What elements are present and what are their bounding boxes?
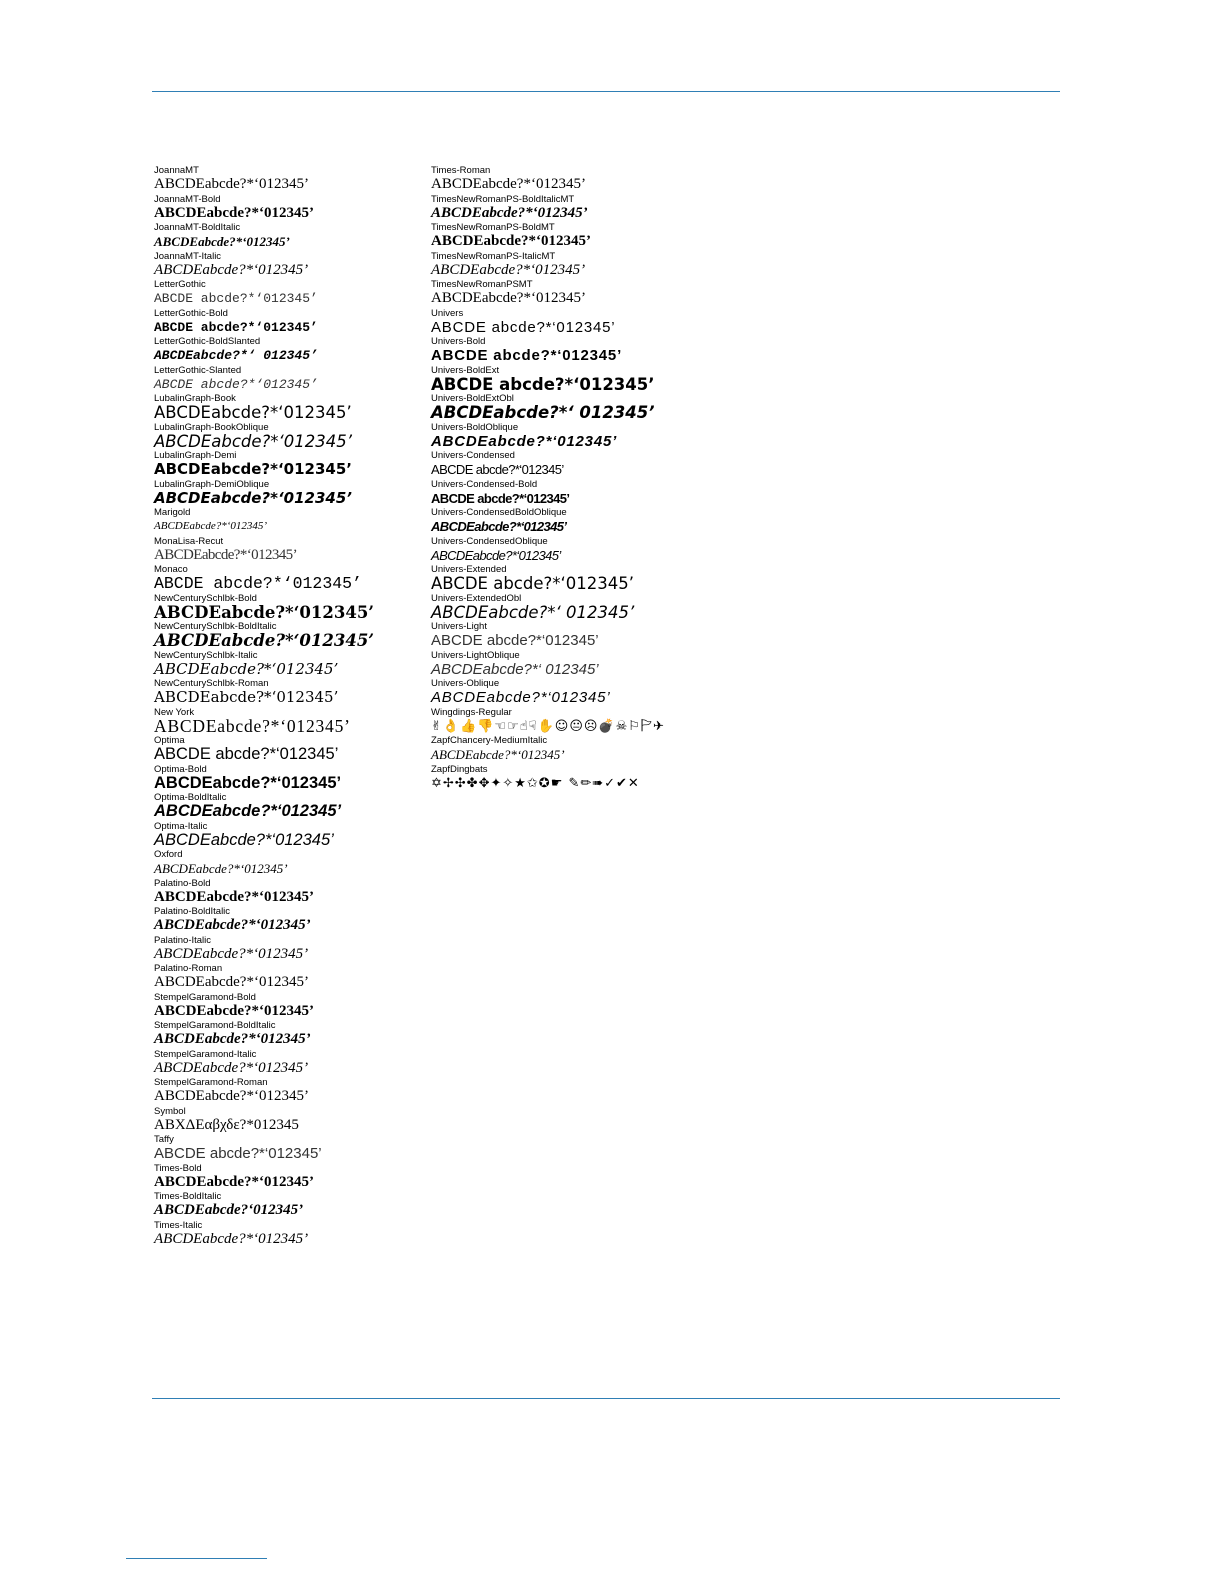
font-sample: ABCDEabcde?*‘012345’ (154, 1059, 309, 1076)
font-name: StempelGaramond-Italic (154, 1048, 257, 1060)
font-entry (154, 735, 414, 764)
font-sample: ABCDEabcde?*‘012345’ (154, 1002, 314, 1019)
font-sample: ABCDEabcde?*‘ 012345’ (431, 602, 635, 622)
font-name: TimesNewRomanPS-BoldMT (431, 222, 555, 233)
font-sample: ABCDE abcde?*‘012345’ (154, 376, 318, 392)
font-entry (154, 1134, 414, 1163)
font-sample: ABCDEabcde?*‘012345’ (431, 547, 561, 563)
font-sample: ABCDE abcde?*‘012345’ (154, 291, 318, 306)
font-sample: ABCDEabcde?*‘012345’ (154, 974, 309, 990)
font-sample: ABCDE abcde?*‘012345’ (154, 745, 339, 763)
font-entry (154, 963, 414, 992)
font-entry (154, 992, 414, 1021)
font-entry (154, 935, 414, 964)
font-entry (431, 336, 731, 365)
font-entry (431, 678, 731, 707)
font-sample: ABCDEabcde?*‘012345’ (154, 773, 342, 792)
font-name: Univers-BoldExt (431, 364, 500, 376)
font-sample: ABCDEabcde?*‘012345’ (154, 688, 339, 706)
font-name: JoannaMT (154, 165, 199, 176)
font-name: Times-BoldItalic (154, 1191, 222, 1202)
font-entry (154, 479, 414, 508)
font-entry (154, 707, 414, 736)
font-sample: ABCDEabcde?*‘012345’ (154, 176, 309, 192)
font-sample: ABCDEabcde?*‘012345’ (154, 861, 288, 876)
font-sample: ABCDE abcde?*‘012345’ (154, 1145, 322, 1162)
font-sample: ABCDEabcde?*‘012345’ (154, 403, 352, 422)
font-entry (431, 194, 731, 223)
font-name: Optima-Bold (154, 763, 207, 775)
font-sample: ABCDEabcde?*‘012345’ (154, 715, 351, 736)
font-entry (431, 650, 731, 679)
font-sample: ABCDEabcde?*‘012345’ (154, 830, 334, 849)
font-entry (431, 536, 731, 565)
font-name: Univers-BoldOblique (431, 421, 519, 433)
font-sample: ABCDEabcde?*‘012345’ (431, 233, 591, 249)
font-sample: ABCDEabcde?*‘012345’ (431, 432, 618, 450)
font-sample: ABCDEabcde?*‘012345’ (154, 234, 290, 249)
font-name: JoannaMT-BoldItalic (154, 222, 241, 233)
font-entry (431, 365, 731, 394)
font-entry (431, 165, 731, 194)
font-sample: ABCDEabcde?*‘012345’ (154, 631, 375, 650)
font-name: Univers-Bold (431, 336, 486, 347)
font-entry (431, 308, 731, 337)
font-name: Times-Bold (154, 1162, 202, 1174)
font-name: Times-Roman (431, 165, 491, 176)
font-name: NewCenturySchlbk-Italic (154, 649, 258, 661)
font-sample: ABCDE abcde?*‘012345’ (431, 632, 599, 649)
font-sample: ✡✢✣✤✥✦✧★✩✪☛ ✎✏➠✓✔✕ (431, 775, 640, 791)
font-name: Optima-BoldItalic (154, 792, 227, 803)
font-entry (154, 365, 414, 394)
font-name: Univers-CondensedBoldOblique (431, 507, 567, 518)
font-sample: ABCDEabcde?‘012345’ (154, 1202, 304, 1218)
font-sample: ABCDE abcde?*‘012345’ (431, 490, 570, 506)
font-entry (154, 222, 414, 251)
font-sample: ABCDEabcde?*‘012345’ (154, 460, 352, 478)
font-sample: ABCDEabcde?*‘012345’ (431, 261, 586, 278)
font-name: Wingdings-Regular (431, 706, 512, 718)
font-entry (431, 251, 731, 280)
font-sample: ABCDEabcde?*‘ 012345’ (154, 348, 318, 363)
font-name: TimesNewRomanPS-ItalicMT (431, 250, 556, 262)
footer-rule (152, 1398, 1060, 1399)
font-name: Univers-Extended (431, 564, 507, 575)
font-entry (154, 906, 414, 935)
font-sample: ABCDEabcde?*‘012345’ (431, 519, 567, 534)
font-name: Symbol (154, 1105, 186, 1117)
font-name: StempelGaramond-BoldItalic (154, 1020, 276, 1031)
font-entry (154, 1163, 414, 1192)
font-entry (154, 393, 414, 422)
font-name: LetterGothic (154, 279, 206, 290)
font-sample: ABCDEabcde?*‘012345’ (154, 802, 342, 820)
font-entry (154, 279, 414, 308)
font-name: Univers (431, 307, 464, 319)
font-name: New York (154, 706, 195, 718)
font-entry (154, 336, 414, 365)
font-name: LubalinGraph-DemiOblique (154, 478, 270, 490)
font-name: Univers-Condensed (431, 450, 515, 461)
font-name: Univers-Condensed-Bold (431, 478, 538, 490)
font-name: Optima (154, 735, 185, 746)
font-sample: ABCDE abcde?*‘012345’ (431, 318, 616, 336)
font-name: StempelGaramond-Roman (154, 1077, 268, 1088)
font-entry (431, 593, 731, 622)
font-entry (154, 593, 414, 622)
font-name: LubalinGraph-BookOblique (154, 421, 269, 433)
font-entry (431, 621, 731, 650)
font-entry (154, 1049, 414, 1078)
font-name: Times-Italic (154, 1219, 203, 1231)
font-entry (154, 1191, 414, 1220)
font-name: NewCenturySchlbk-Bold (154, 592, 257, 604)
font-name: ZapfDingbats (431, 763, 488, 775)
font-name: NewCenturySchlbk-Roman (154, 678, 269, 689)
header-rule (152, 91, 1060, 92)
font-name: Marigold (154, 507, 191, 518)
font-sample: ABCDEabcde?*‘012345’ (154, 546, 297, 563)
font-entry (154, 194, 414, 223)
font-sample: ABCDE abcde?*‘012345’ (431, 462, 564, 477)
font-entry (154, 792, 414, 821)
font-name: NewCenturySchlbk-BoldItalic (154, 621, 277, 632)
font-entry (431, 735, 731, 764)
font-entry (154, 878, 414, 907)
font-entry (154, 1077, 414, 1106)
font-name: LetterGothic-Bold (154, 307, 228, 319)
font-entry (154, 1220, 414, 1249)
font-name: Univers-ExtendedObl (431, 592, 522, 604)
font-entry (154, 450, 414, 479)
font-name: StempelGaramond-Bold (154, 991, 256, 1003)
font-sample: ABCDEabcde?*‘012345’ (154, 888, 314, 905)
font-name: MonaLisa-Recut (154, 535, 224, 547)
font-name: Taffy (154, 1134, 174, 1145)
font-name: JoannaMT-Bold (154, 193, 221, 205)
font-name: ZapfChancery-MediumItalic (431, 735, 548, 746)
font-entry (431, 507, 731, 536)
font-sample: ABCDEabcde?*‘012345’ (431, 747, 565, 762)
font-entry (431, 222, 731, 251)
font-sample: ABCDEabcde?*‘012345’ (154, 431, 353, 451)
font-name: Optima-Italic (154, 820, 208, 832)
font-entry (154, 536, 414, 565)
font-list-right-column (431, 165, 731, 792)
font-entry (431, 422, 731, 451)
font-entry (154, 1106, 414, 1135)
font-entry (154, 621, 414, 650)
font-sample: ABCDEabcde?*‘012345’ (154, 945, 309, 962)
font-name: Univers-CondensedOblique (431, 535, 548, 547)
font-sample: ΑΒΧΔΕαβχδε?*012345 (154, 1116, 299, 1133)
font-entry (431, 707, 731, 736)
font-name: TimesNewRomanPSMT (431, 279, 533, 290)
font-entry (154, 821, 414, 850)
font-sample: ABCDEabcde?*‘012345’ (154, 1173, 314, 1190)
font-sample: ABCDEabcde?*‘012345’ (154, 261, 309, 278)
font-entry (154, 422, 414, 451)
font-name: Univers-LightOblique (431, 649, 520, 661)
font-sample: ABCDEabcde?*‘012345’ (154, 1230, 309, 1247)
font-sample: ABCDE abcde?*‘012345’ (431, 574, 634, 593)
font-entry (431, 564, 731, 593)
font-entry (431, 450, 731, 479)
font-entry (154, 764, 414, 793)
font-name: Palatino-Bold (154, 877, 211, 889)
font-name: Palatino-Roman (154, 963, 223, 974)
font-sample: ABCDEabcde?*‘012345’ (431, 689, 611, 706)
font-name: LetterGothic-BoldSlanted (154, 336, 261, 347)
font-sample: ABCDE abcde?*‘012345’ (154, 319, 318, 335)
font-entry (154, 251, 414, 280)
font-name: Univers-BoldExtObl (431, 393, 514, 404)
font-name: TimesNewRomanPS-BoldItalicMT (431, 193, 575, 205)
font-sample: ABCDEabcde?*‘012345’ (431, 204, 588, 221)
font-sample: ABCDEabcde?*‘ 012345’ (431, 403, 655, 422)
font-sample: ABCDE abcde?*‘012345’ (154, 574, 362, 593)
font-entry (154, 650, 414, 679)
font-entry (431, 393, 731, 422)
font-entry (431, 279, 731, 308)
font-name: LubalinGraph-Book (154, 393, 236, 404)
font-entry (154, 564, 414, 593)
font-sample: ABCDEabcde?*‘012345’ (154, 1031, 311, 1047)
font-sample: ABCDEabcde?*‘012345’ (154, 602, 375, 622)
font-sample: ABCDEabcde?*‘012345’ (154, 659, 339, 678)
font-sample: ABCDEabcde?*‘ 012345’ (431, 660, 599, 678)
font-name: Oxford (154, 849, 183, 860)
font-sample: ABCDEabcde?*‘012345’ (154, 1088, 309, 1104)
font-sample: ABCDEabcde?*‘012345’ (154, 204, 314, 221)
font-sample: ABCDEabcde?*‘012345’ (154, 520, 268, 532)
font-sample: ABCDEabcde?*‘012345’ (431, 290, 586, 306)
font-sample: ABCDE abcde?*‘012345’ (431, 374, 655, 394)
font-name: Univers-Light (431, 621, 487, 632)
font-name: Palatino-Italic (154, 934, 212, 946)
font-name: JoannaMT-Italic (154, 250, 222, 262)
font-entry (154, 849, 414, 878)
font-sample: ABCDEabcde?*‘012345’ (431, 176, 586, 192)
font-name: Univers-Oblique (431, 678, 500, 689)
page-footer-rule (126, 1558, 267, 1559)
font-entry (154, 678, 414, 707)
font-name: LetterGothic-Slanted (154, 364, 242, 376)
font-sample: ABCDEabcde?*‘012345’ (154, 917, 311, 933)
font-name: Palatino-BoldItalic (154, 906, 231, 917)
font-list-left-column (154, 165, 414, 1248)
font-entry (431, 479, 731, 508)
font-entry (154, 507, 414, 536)
font-entry (154, 308, 414, 337)
font-entry (154, 1020, 414, 1049)
font-name: LubalinGraph-Demi (154, 450, 237, 461)
font-sample: ✌👌👍👎☜☞☝☟✋☺😐☹💣☠⚐🏱✈ (431, 718, 665, 734)
font-sample: ABCDEabcde?*‘012345’ (154, 488, 352, 507)
font-entry (154, 165, 414, 194)
font-entry (431, 764, 731, 793)
font-name: Monaco (154, 564, 188, 575)
font-sample: ABCDE abcde?*‘012345’ (431, 347, 623, 364)
